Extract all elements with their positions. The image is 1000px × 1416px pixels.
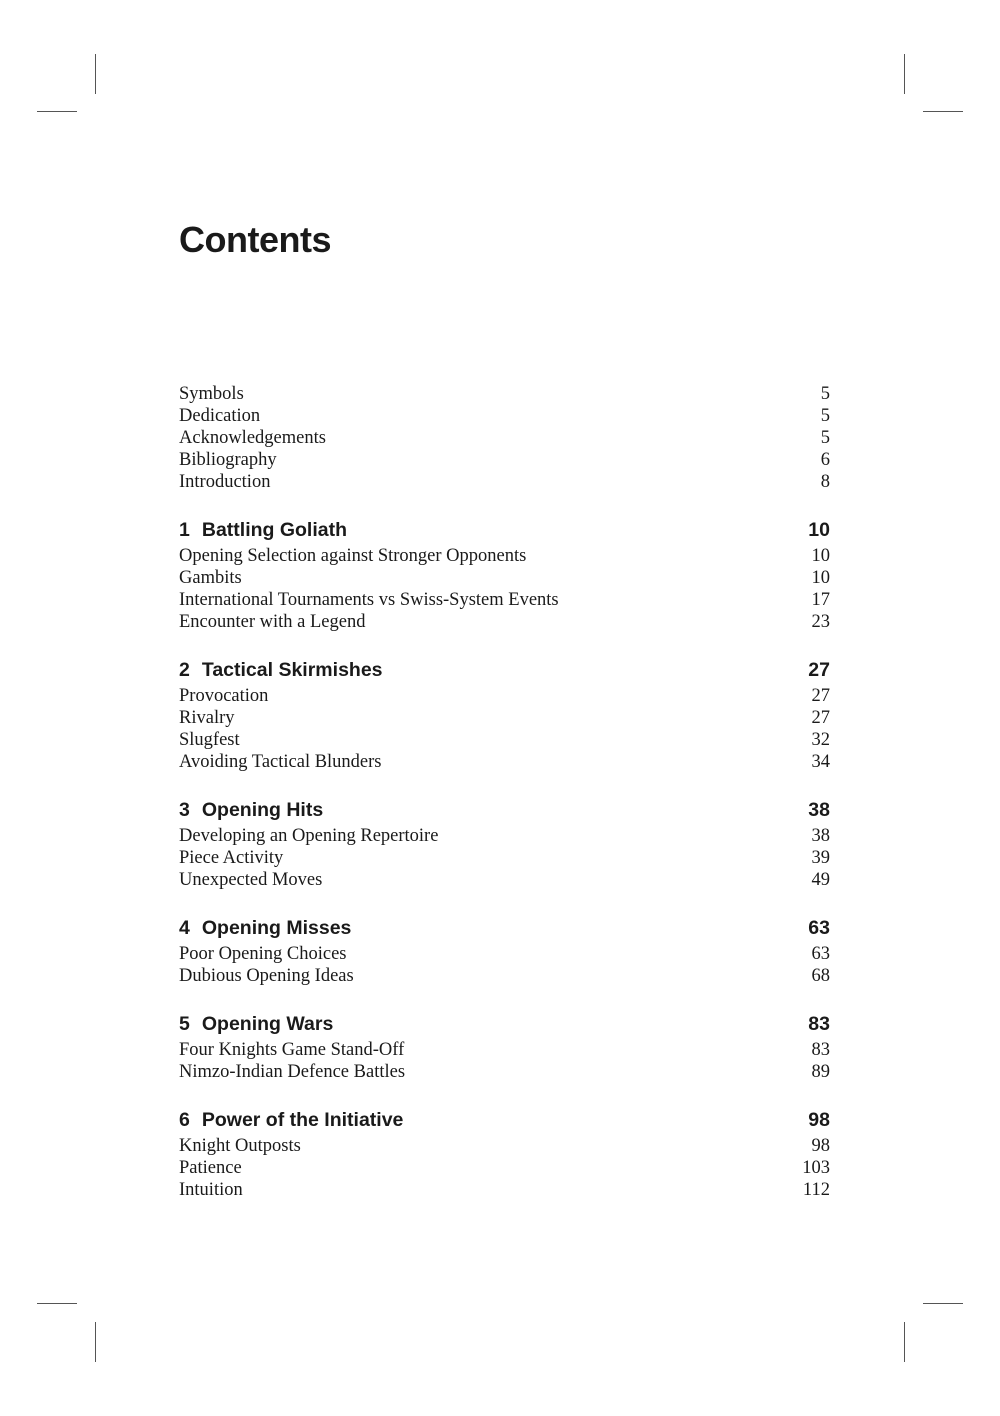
crop-mark-top-right-horizontal: [923, 111, 963, 112]
chapter-page-number: 10: [808, 519, 830, 541]
toc-entry-label: Nimzo-Indian Defence Battles: [179, 1062, 406, 1082]
toc-entry-label: Bibliography: [179, 450, 277, 470]
chapter-page-number: 63: [808, 917, 830, 939]
toc-entry-label: Rivalry: [179, 708, 235, 728]
toc-entry-page-number: 23: [811, 612, 830, 632]
toc-entry-front-matter[interactable]: [179, 383, 830, 405]
toc-entry-page-number: 5: [820, 406, 830, 426]
chapter-heading-title-group: [179, 798, 323, 822]
chapter-heading[interactable]: [179, 798, 830, 822]
toc-entry-page-number: 112: [802, 1180, 830, 1200]
toc-entry-page-number: 39: [811, 848, 830, 868]
toc-entry-page-number: 49: [811, 870, 830, 890]
chapter-heading-title-group: [179, 916, 351, 940]
chapter-heading-title-group: [179, 518, 347, 542]
toc-entry-front-matter[interactable]: [179, 449, 830, 471]
toc-entry-label: International Tournaments vs Swiss-System Events: [179, 590, 559, 610]
toc-entry-page-number: 17: [811, 590, 830, 610]
toc-entry-label: Patience: [179, 1158, 242, 1178]
toc-entry-section[interactable]: [179, 847, 830, 869]
chapter-heading-title-group: [179, 1108, 403, 1132]
chapter-block: [179, 1108, 830, 1201]
chapter-title: Tactical Skirmishes: [201, 659, 383, 681]
toc-entry-page-number: 34: [811, 752, 830, 772]
toc-entry-page-number: 27: [811, 686, 830, 706]
toc-entry-page-number: 8: [820, 472, 830, 492]
toc-entry-page-number: 103: [802, 1158, 830, 1178]
toc-entry-page-number: 98: [811, 1136, 830, 1156]
toc-entry-page-number: 6: [820, 450, 830, 470]
toc-entry-section[interactable]: [179, 943, 830, 965]
crop-mark-top-left-horizontal: [37, 111, 77, 112]
toc-entry-label: Dedication: [179, 406, 261, 426]
chapter-heading[interactable]: [179, 1108, 830, 1132]
toc-entry-front-matter[interactable]: [179, 427, 830, 449]
chapter-title: Power of the Initiative: [201, 1109, 404, 1131]
chapter-title: Battling Goliath: [201, 519, 348, 541]
chapter-title: Opening Misses: [201, 917, 352, 939]
toc-entry-label: Encounter with a Legend: [179, 612, 366, 632]
toc-entry-section[interactable]: [179, 751, 830, 773]
toc-entry-section[interactable]: [179, 729, 830, 751]
toc-entry-page-number: 10: [811, 546, 830, 566]
chapter-number: 1: [179, 519, 190, 541]
toc-entry-section[interactable]: [179, 685, 830, 707]
toc-entry-section[interactable]: [179, 567, 830, 589]
chapter-number: 6: [179, 1109, 190, 1131]
chapter-block: [179, 798, 830, 891]
toc-entry-page-number: 89: [811, 1062, 830, 1082]
toc-entry-label: Gambits: [179, 568, 242, 588]
chapter-heading[interactable]: [179, 1012, 830, 1036]
chapter-heading-title-group: [179, 658, 383, 682]
toc-entry-label: Avoiding Tactical Blunders: [179, 752, 382, 772]
chapter-number: 2: [179, 659, 190, 681]
toc-entry-label: Introduction: [179, 472, 271, 492]
crop-mark-top-left-vertical: [95, 54, 96, 94]
toc-entry-section[interactable]: [179, 869, 830, 891]
toc-entry-section[interactable]: [179, 589, 830, 611]
chapter-list: [179, 518, 830, 1201]
chapter-block: [179, 518, 830, 633]
toc-entry-section[interactable]: [179, 1039, 830, 1061]
toc-entry-section[interactable]: [179, 707, 830, 729]
toc-entry-section[interactable]: [179, 545, 830, 567]
toc-entry-label: Knight Outposts: [179, 1136, 301, 1156]
toc-entry-label: Unexpected Moves: [179, 870, 323, 890]
chapter-page-number: 27: [808, 659, 830, 681]
toc-entry-page-number: 5: [820, 428, 830, 448]
toc-entry-section[interactable]: [179, 1135, 830, 1157]
chapter-heading-title-group: [179, 1012, 333, 1036]
toc-entry-front-matter[interactable]: [179, 471, 830, 493]
chapter-page-number: 83: [808, 1013, 830, 1035]
crop-mark-bottom-right-horizontal: [923, 1303, 963, 1304]
toc-entry-label: Slugfest: [179, 730, 240, 750]
toc-entry-page-number: 5: [820, 384, 830, 404]
chapter-number: 3: [179, 799, 190, 821]
toc-entry-page-number: 27: [811, 708, 830, 728]
chapter-block: [179, 1012, 830, 1083]
chapter-number: 5: [179, 1013, 190, 1035]
table-of-contents: [179, 383, 830, 1201]
toc-entry-label: Poor Opening Choices: [179, 944, 347, 964]
toc-entry-front-matter[interactable]: [179, 405, 830, 427]
toc-entry-section[interactable]: [179, 1179, 830, 1201]
crop-mark-bottom-left-vertical: [95, 1322, 96, 1362]
toc-entry-label: Dubious Opening Ideas: [179, 966, 354, 986]
toc-entry-page-number: 63: [811, 944, 830, 964]
chapter-block: [179, 916, 830, 987]
crop-mark-top-right-vertical: [904, 54, 905, 94]
toc-entry-section[interactable]: [179, 825, 830, 847]
chapter-heading[interactable]: [179, 518, 830, 542]
toc-entry-section[interactable]: [179, 611, 830, 633]
crop-mark-bottom-right-vertical: [904, 1322, 905, 1362]
crop-mark-bottom-left-horizontal: [37, 1303, 77, 1304]
toc-entry-label: Provocation: [179, 686, 269, 706]
toc-entry-label: Symbols: [179, 384, 244, 404]
toc-entry-section[interactable]: [179, 1061, 830, 1083]
toc-entry-page-number: 10: [811, 568, 830, 588]
chapter-heading[interactable]: [179, 658, 830, 682]
chapter-block: [179, 658, 830, 773]
chapter-heading[interactable]: [179, 916, 830, 940]
toc-entry-section[interactable]: [179, 1157, 830, 1179]
chapter-page-number: 98: [808, 1109, 830, 1131]
toc-entry-page-number: 83: [811, 1040, 830, 1060]
chapter-title: Opening Wars: [201, 1013, 334, 1035]
toc-entry-page-number: 68: [811, 966, 830, 986]
toc-entry-page-number: 38: [811, 826, 830, 846]
chapter-page-number: 38: [808, 799, 830, 821]
toc-entry-label: Acknowledgements: [179, 428, 326, 448]
toc-entry-label: Developing an Opening Repertoire: [179, 826, 439, 846]
toc-entry-section[interactable]: [179, 965, 830, 987]
toc-entry-page-number: 32: [811, 730, 830, 750]
chapter-title: Opening Hits: [201, 799, 324, 821]
toc-entry-label: Four Knights Game Stand-Off: [179, 1040, 405, 1060]
front-matter-list: [179, 383, 830, 493]
page-title: Contents: [179, 219, 331, 260]
toc-entry-label: Intuition: [179, 1180, 243, 1200]
chapter-number: 4: [179, 917, 190, 939]
toc-entry-label: Opening Selection against Stronger Opponents: [179, 546, 527, 566]
toc-entry-label: Piece Activity: [179, 848, 284, 868]
